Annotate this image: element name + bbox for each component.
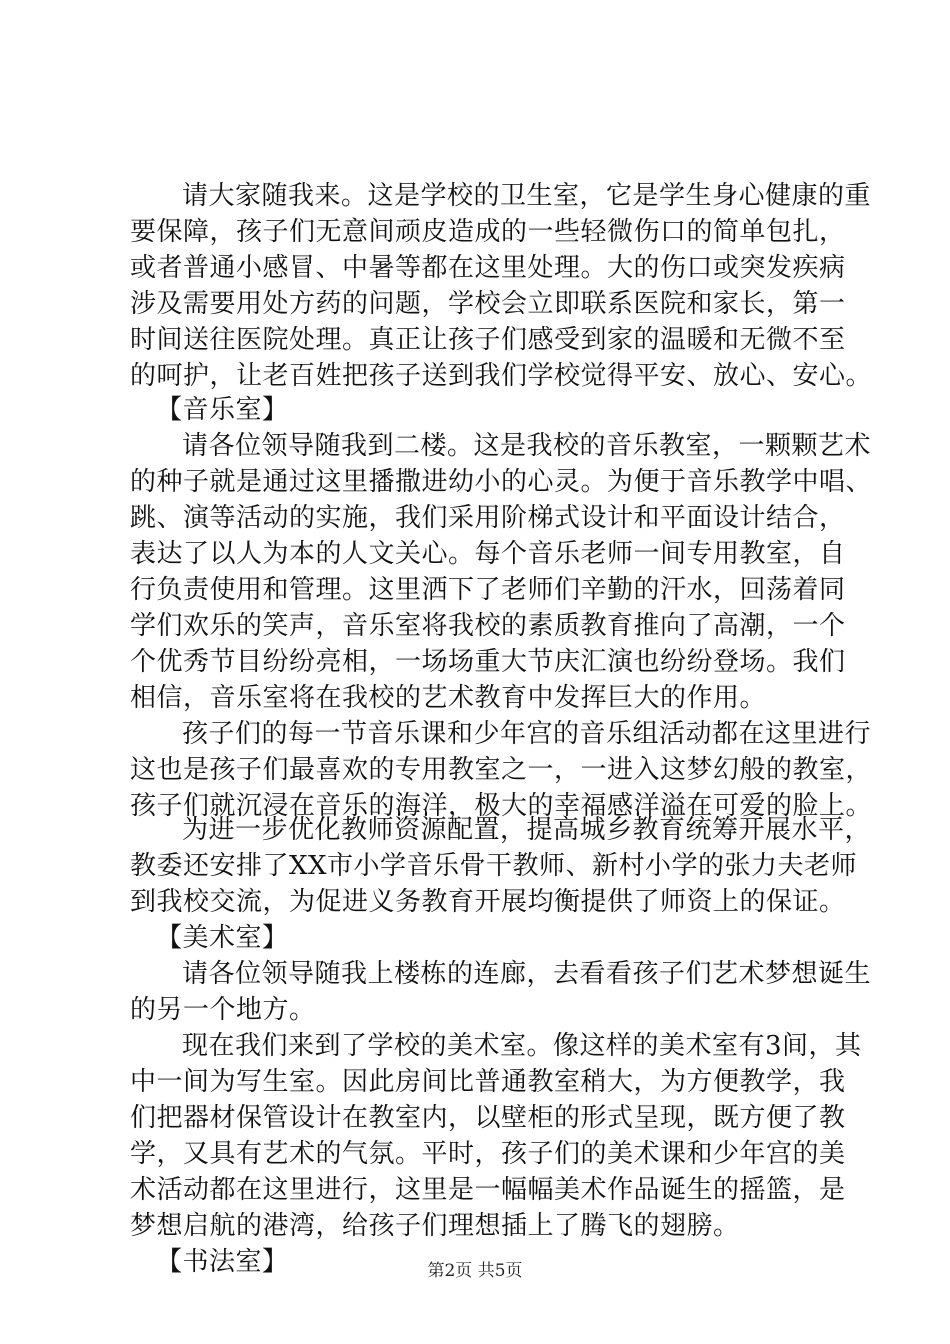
text-line: 时间送往医院处理。真正让孩子们感受到家的温暖和无微不至 <box>130 325 846 355</box>
heading-calligraphy: 【书法室】 <box>156 1247 289 1277</box>
section-art <box>130 920 872 1280</box>
paragraph-teachers <box>130 812 872 920</box>
page-number: 第2页 共5页 <box>427 1261 523 1281</box>
text-line: 学们欢乐的笑声，音乐室将我校的素质教育推向了高潮，一个 <box>130 611 846 641</box>
text-line: 教委还安排了XX市小学音乐骨干教师、新村小学的张力夫老师 <box>130 851 858 881</box>
text-line: 相信，音乐室将在我校的艺术教育中发挥巨大的作用。 <box>130 683 767 713</box>
text-line: 请大家随我来。这是学校的卫生室，它是学生身心健康的重 <box>182 181 872 211</box>
text-line: 个优秀节目纷纷亮相，一场场重大节庆汇演也纷纷登场。我们 <box>130 647 846 677</box>
text-line: 涉及需要用处方药的问题，学校会立即联系医院和家长，第一 <box>130 289 846 319</box>
text-line: 行负责使用和管理。这里洒下了老师们辛勤的汗水，回荡着同 <box>130 575 846 605</box>
text-line: 的种子就是通过这里播撒进幼小的心灵。为便于音乐教学中唱、 <box>130 467 873 497</box>
text-line: 孩子们就沉浸在音乐的海洋，极大的幸福感洋溢在可爱的脸上。 <box>130 791 873 821</box>
text-line: 请各位领导随我到二楼。这是我校的音乐教室，一颗颗艺术 <box>182 431 872 461</box>
text-line: 梦想启航的港湾，给孩子们理想插上了腾飞的翅膀。 <box>130 1211 740 1241</box>
text-line: 这也是孩子们最喜欢的专用教室之一，一进入这梦幻般的教室， <box>130 755 873 785</box>
text-line: 为进一步优化教师资源配置，提高城乡教育统筹开展水平， <box>182 815 872 845</box>
paragraph-infirmary <box>130 178 873 394</box>
text-line: 术活动都在这里进行，这里是一幅幅美术作品诞生的摇篮，是 <box>130 1175 846 1205</box>
section-music <box>130 392 873 824</box>
text-line: 跳、演等活动的实施，我们采用阶梯式设计和平面设计结合， <box>130 503 846 533</box>
text-line: 现在我们来到了学校的美术室。像这样的美术室有3间，其 <box>182 1031 862 1061</box>
heading-art: 【美术室】 <box>156 923 289 953</box>
text-line: 表达了以人为本的人文关心。每个音乐老师一间专用教室，自 <box>130 539 846 569</box>
heading-music: 【音乐室】 <box>156 395 289 425</box>
text-line: 到我校交流，为促进义务教育开展均衡提供了师资上的保证。 <box>130 887 846 917</box>
text-line: 们把器材保管设计在教室内，以壁柜的形式呈现，既方便了教 <box>130 1103 846 1133</box>
text-line: 的另一个地方。 <box>130 995 316 1025</box>
text-line: 学，又具有艺术的气氛。平时，孩子们的美术课和少年宫的美 <box>130 1139 846 1169</box>
text-line: 孩子们的每一节音乐课和少年宫的音乐组活动都在这里进行 <box>182 719 872 749</box>
text-line: 或者普通小感冒、中暑等都在这里处理。大的伤口或突发疾病 <box>130 253 846 283</box>
text-line: 请各位领导随我上楼栋的连廊，去看看孩子们艺术梦想诞生 <box>182 959 872 989</box>
text-line: 要保障，孩子们无意间顽皮造成的一些轻微伤口的简单包扎， <box>130 217 846 247</box>
text-line: 的呵护，让老百姓把孩子送到我们学校觉得平安、放心、安心。 <box>130 361 873 391</box>
text-line: 中一间为写生室。因此房间比普通教室稍大，为方便教学，我 <box>130 1067 846 1097</box>
